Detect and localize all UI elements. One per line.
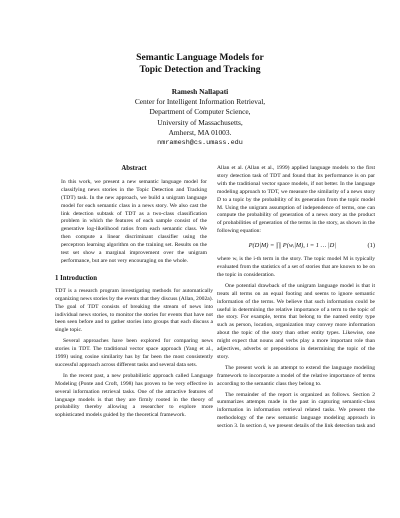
author-email: nmramesh@cs.umass.edu	[157, 139, 243, 148]
intro-paragraph-1: TDT is a research program investigating methods for automatically organizing news stories by the events that they discuss (Allan, 2002a). The goal of TDT consists of breaking the stream of news into individual news stories, to monitor the stories for events that have not been seen before and to gather stories into groups that each discuss a single topic.	[55, 287, 213, 334]
equation-1	[217, 242, 375, 250]
paper-title	[0, 52, 400, 76]
author-name: Ramesh Nallapati	[171, 87, 229, 96]
equation-body: P(D|M) = ∏ P(wᵢ|M), i = 1 … |D|	[248, 242, 336, 250]
affiliation-line-4: Amherst, MA 01003.	[168, 127, 232, 137]
equation-number: (1)	[367, 242, 375, 250]
abstract-heading: Abstract	[121, 165, 147, 172]
title-line-2: Topic Detection and Tracking	[139, 64, 261, 75]
title-line-1: Semantic Language Models for	[136, 52, 264, 63]
right-paragraph-1: Allan et al. (Allan et al., 1999) applied language models to the first story detection task of TDT and found that its performance is on par with the traditional vector space models, if not better. In the language modeling approach to TDT, we measure the similarity of a news story D to a topic by the probability of its generation from the topic model M. Using the unigram assumption of independence of terms, one can compute the probability of generation of a news story as the product of probabilities of generation of the terms in the story, as shown in the following equation:	[217, 165, 375, 235]
right-paragraph-2: where wᵢ is the i-th term in the story. The topic model M is typically evaluated from the statistics of a set of stories that are known to be on the topic in consideration.	[217, 256, 375, 278]
left-column	[55, 165, 213, 423]
affiliation-line-2: Department of Computer Science,	[149, 107, 251, 117]
author-block	[0, 87, 400, 148]
intro-paragraph-3: In the recent past, a new probabilistic approach called Language Modeling (Ponte and Croft, 1998) has proven to be very effective in several information retrieval tasks. One of the attractive features of language models is that they are firmly rooted in the theory of probability thereby allowing a researcher to explore more sophisticated models guided by the theoretical framework.	[55, 372, 213, 419]
intro-paragraph-2: Several approaches have been explored for comparing news stories in TDT. The traditional vector space approach (Yang et al., 1999) using cosine similarity has by far been the most consistently successful approach across different tasks and several data sets.	[55, 338, 213, 368]
affiliation-line-3: University of Massachusetts,	[157, 117, 243, 127]
right-paragraph-5: The remainder of the report is organized as follows. Section 2 summarizes attempts made in the past in capturing semantic-class information in information retrieval related tasks. We present the methodology of the new semantic language modeling approach in section 3. In section 4, we present details of the link detection task and	[217, 391, 375, 430]
right-paragraph-4: The present work is an attempt to extend the language modeling framework to incorporate a model of the relative importance of terms according to the semantic class they belong to.	[217, 364, 375, 387]
introduction-heading: 1 Introduction	[55, 274, 97, 282]
affiliation-line-1: Center for Intelligent Information Retrieval,	[134, 97, 266, 107]
right-column	[217, 165, 375, 434]
right-paragraph-3: One potential drawback of the unigram language model is that it treats all terms on an equal footing and seems to ignore semantic information of the terms. We believe that such information could be useful in determining the relative importance of a term to the topic of the story. For example, terms that belong to the named entity type such as person, location, organization may convey more information about the topic of the story than other entity types. Likewise, one might expect that nouns and verbs play a more important role than adjectives, adverbs or prepositions in determining the topic of the story.	[217, 282, 375, 360]
abstract-text: In this work, we present a new semantic language model for classifying news stories in the Topic Detection and Tracking (TDT) task. In the new approach, we build a unigram language model for each semantic class in a news story. We also cast the link detection subtask of TDT as a two-class classification problem in which the features of each sample consist of the generative log-likelihood ratios from each semantic class. We then compute a linear discriminant classifier using the perceptron learning algorithm on the training set. Results on the test set show a marginal improvement over the unigram performance, but are not very encouraging on the whole.	[61, 178, 207, 264]
